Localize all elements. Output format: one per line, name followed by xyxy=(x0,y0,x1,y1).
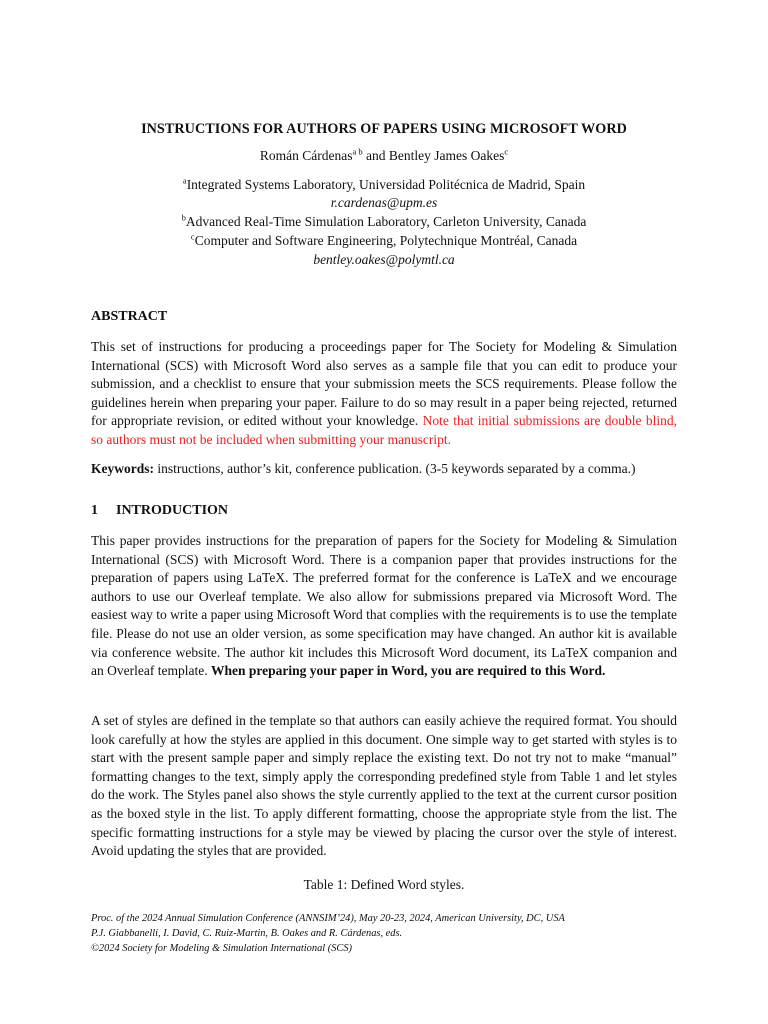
keywords-label: Keywords: xyxy=(91,461,154,476)
affiliation-line xyxy=(0,233,768,249)
abstract-text: This set of instructions for producing a proceedings paper for The Society for Modeling & Simulation International (SCS) with Microsoft Word also serves as a sample file that you can edit to produce your submission, and a checklist to ensure that your submission meets the SCS requirements. Please follow the guidelines herein when preparing your paper. Failure to do so may result in a paper being rejected, returned for appropriate revision, or edited without your knowledge. xyxy=(91,339,677,429)
table-caption: Table 1: Defined Word styles. xyxy=(303,877,465,892)
author-affiliation-mark: a b xyxy=(352,146,363,157)
keywords-line xyxy=(91,460,677,479)
section-title: INTRODUCTION xyxy=(116,503,229,518)
abstract-heading: ABSTRACT xyxy=(91,309,168,324)
author-name: Bentley James Oakes xyxy=(388,148,505,163)
author-connector: and xyxy=(362,148,389,163)
footer-editors: P.J. Giabbanelli, I. David, C. Ruiz-Martin, B. Oakes and R. Cárdenas, eds. xyxy=(91,928,403,939)
intro-paragraph-bold: When preparing your paper in Word, you are required to this Word. xyxy=(210,663,606,679)
author-email: bentley.oakes@polymtl.ca xyxy=(313,252,455,267)
affiliation-text: Advanced Real-Time Simulation Laboratory, Carleton University, Canada xyxy=(185,214,587,229)
paper-title: INSTRUCTIONS FOR AUTHORS OF PAPERS USING MICROSOFT WORD xyxy=(141,121,627,137)
keywords-text: instructions, author’s kit, conference publication. (3-5 keywords separated by a comma.) xyxy=(154,461,636,476)
intro-paragraph: A set of styles are defined in the template so that authors can easily achieve the required format. You should look carefully at how the styles are applied in this document. One simple way to get started with styles is to start with the present sample paper and simply replace the existing text. Do not try not to make “manual” formatting changes to the text, simply apply the corresponding predefined style from Table 1 and let styles do the work. The Styles panel also shows the style currently applied to the text at the current cursor position as the boxed style in the list. To apply different formatting, choose the appropriate style from the list. The specific formatting instructions for a style may be viewed by placing the cursor over the style of interest. Avoid updating the styles that are provided. xyxy=(91,713,677,859)
intro-paragraph xyxy=(91,532,677,681)
section-heading xyxy=(91,503,228,519)
author-affiliation-mark: c xyxy=(504,146,509,157)
footer-copyright: ©2024 Society for Modeling & Simulation International (SCS) xyxy=(91,943,352,954)
affiliation-line xyxy=(0,214,768,230)
abstract-note: Note that initial submissions are double blind, so authors must not be included when submitting your manuscript. xyxy=(91,413,677,447)
affiliation-text: Computer and Software Engineering, Polytechnique Montréal, Canada xyxy=(194,233,578,248)
affiliation-line xyxy=(0,177,768,193)
affiliation-mark: a xyxy=(182,175,187,186)
intro-paragraph-text: This paper provides instructions for the preparation of papers for the Society for Modeling & Simulation International (SCS) with Microsoft Word. There is a companion paper that provides instructions for the preparation of papers using LaTeX. The preferred format for the conference is LaTeX and we encourage authors to use our Overleaf template. We also allow for submissions prepared via Microsoft Word. The easiest way to write a paper using Microsoft Word that complies with the requirements is to use the template file. Please do not use an older version, as some specification may have changed. An author kit is available via conference website. The author kit includes this Microsoft Word document, its LaTeX companion and an Overleaf template. xyxy=(91,533,677,679)
author-line xyxy=(0,148,768,164)
author-email: r.cardenas@upm.es xyxy=(330,195,438,210)
affiliation-text: Integrated Systems Laboratory, Universidad Politécnica de Madrid, Spain xyxy=(186,177,586,192)
footer-proceedings: Proc. of the 2024 Annual Simulation Conference (ANNSIM’24), May 20-23, 2024, American University, DC, USA xyxy=(91,913,565,924)
author-name: Román Cárdenas xyxy=(259,148,353,163)
abstract-body xyxy=(91,338,677,450)
affiliation-mark: b xyxy=(181,212,186,223)
section-number: 1 xyxy=(91,503,98,518)
affiliation-mark: c xyxy=(190,231,195,242)
